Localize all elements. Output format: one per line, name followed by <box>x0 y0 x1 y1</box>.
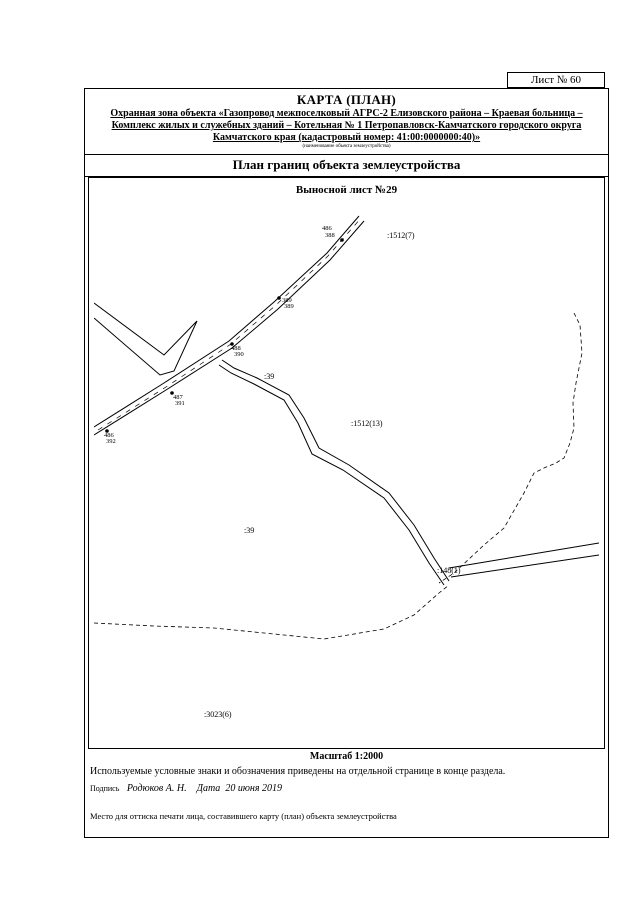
point-label-bottom: 391 <box>175 400 185 407</box>
point-marker <box>340 238 344 242</box>
point-label-top: 389 <box>282 297 292 304</box>
left-contour <box>94 303 197 375</box>
point-label-bottom: 392 <box>106 438 116 445</box>
parcel-label: :148(1) <box>437 566 461 575</box>
parcel-label: :1512(7) <box>387 231 415 240</box>
parcel-label: :3023(6) <box>204 710 232 719</box>
stamp-place: Место для оттиска печати лица, составившего карту (план) объекта землеустройства <box>90 811 397 821</box>
dashed-boundary-bottom <box>94 585 449 639</box>
parcel-label: :39 <box>264 372 275 381</box>
dashed-boundary-right <box>439 313 582 583</box>
point-label-bottom: 390 <box>234 351 244 358</box>
point-label-top: 488 <box>231 345 241 352</box>
signature-date: 20 июня 2019 <box>225 783 282 794</box>
plan-title-row <box>85 154 608 177</box>
point-marker <box>277 296 281 300</box>
signature-label: Подпись <box>90 784 120 793</box>
sheet-title: Выносной лист №29 <box>295 184 398 196</box>
header <box>85 89 608 155</box>
point-label-bottom: 388 <box>325 232 335 239</box>
point-label-top: 486 <box>322 225 332 232</box>
road-outer-line <box>222 360 449 581</box>
right-road-inner <box>451 555 599 577</box>
object-name-caption: (наименование объекта землеустройства) <box>302 144 391 149</box>
point-label-bottom: 389 <box>284 303 294 310</box>
map-frame <box>88 177 605 749</box>
signature-name: Родюков А. Н. <box>126 783 187 794</box>
pipeline-dashes <box>98 218 361 430</box>
point-label-top: 486 <box>104 432 114 439</box>
object-name: Охранная зона объекта «Газопровод межпоселковый АГРС-2 Елизовского района – Краевая больница – Комплекс жилых и служебных зданий – Котельная № 1 Петропавловск-Камчатского городского округа Камчатского края (кадастровый номер: 41:00:0000000:40)» <box>110 108 583 143</box>
point-label-top: 487 <box>173 394 183 401</box>
road-inner-line <box>219 365 444 585</box>
parcel-label: :1512(13) <box>351 419 383 428</box>
signature-line <box>90 783 282 794</box>
map-form <box>84 88 609 838</box>
sheet-number: Лист № 60 <box>507 72 605 88</box>
map-title: КАРТА (ПЛАН) <box>296 92 397 107</box>
pipeline-outer-line <box>94 216 359 427</box>
legend-note: Используемые условные знаки и обозначения приведены на отдельной странице в конце раздела. <box>90 766 506 777</box>
scale-label: Масштаб 1:2000 <box>309 751 384 762</box>
parcel-label: :39 <box>244 526 255 535</box>
date-label: Дата <box>196 783 221 794</box>
points <box>105 238 344 433</box>
right-road-outer <box>449 543 599 568</box>
map-drawing <box>94 203 599 731</box>
pipeline-inner-line <box>94 221 364 435</box>
plan-title: План границ объекта землеустройства <box>232 157 461 172</box>
